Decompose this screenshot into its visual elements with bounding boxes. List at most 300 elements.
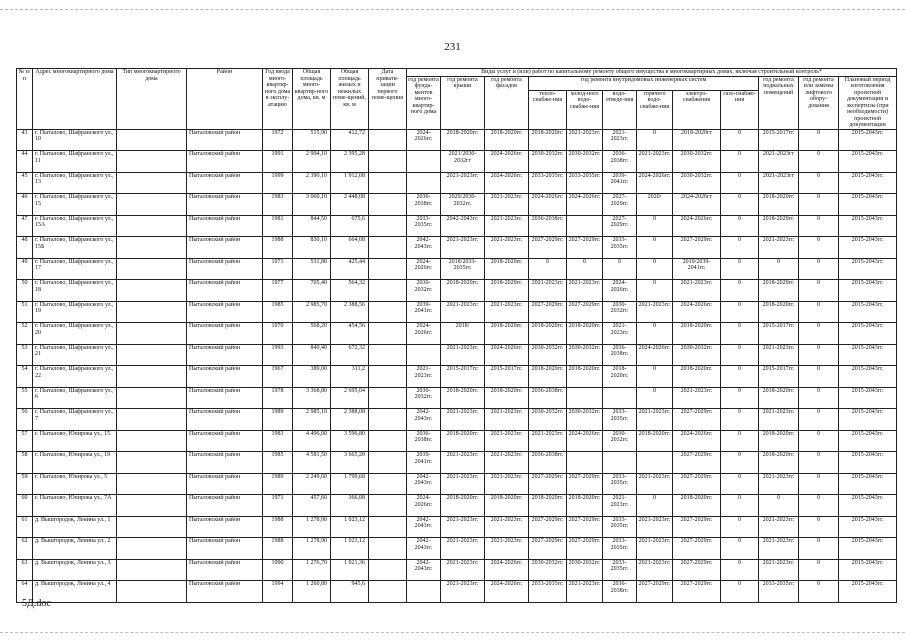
cell-elevator: 0 (799, 430, 839, 452)
col-roof: год ремонта крыши (441, 76, 485, 129)
cell-house-type (117, 473, 187, 495)
cell-foundation: 2024-2026гг. (407, 129, 441, 151)
cell-heat: 2036-2038гг. (529, 387, 567, 409)
table-row (17, 344, 897, 366)
cell-cold-water: 2030-2032гг. (567, 151, 603, 173)
cell-district: Пыталовский район (187, 559, 263, 581)
cell-planned-period: 2015-2043гг. (839, 172, 897, 194)
cell-address: г. Пыталово, Юнирова ул., 19 (33, 452, 117, 474)
cell-cold-water: 2018-2020гг. (567, 366, 603, 388)
table-row (17, 151, 897, 173)
cell-year: 1971 (263, 495, 293, 517)
cell-living-area: 3 665,20 (331, 452, 369, 474)
cell-address: г. Пыталово, Юнирова ул., 15 (33, 430, 117, 452)
cell-district: Пыталовский район (187, 129, 263, 151)
cell-elevator: 0 (799, 516, 839, 538)
cell-elevator: 0 (799, 366, 839, 388)
cell-sewer: 2027-2029гг. (603, 215, 637, 237)
cell-electric: 2024-2026гг. (673, 215, 721, 237)
cell-living-area: 412,72 (331, 129, 369, 151)
cell-roof: 2015-2017гг. (441, 366, 485, 388)
table-row (17, 495, 897, 517)
cell-roof: 2020/2030-2032гг. (441, 194, 485, 216)
cell-no: 43 (17, 129, 33, 151)
col-address: Адрес многоквартирного дома (33, 69, 117, 130)
cell-hot-water: 2027-2029гг. (637, 581, 673, 603)
table-row (17, 323, 897, 345)
cell-house-type (117, 430, 187, 452)
cell-roof: 2018/ (441, 323, 485, 345)
cell-heat: 2027-2029гг. (529, 516, 567, 538)
cell-elevator: 0 (799, 387, 839, 409)
cell-living-area: 564,32 (331, 280, 369, 302)
cell-total-area: 2 390,10 (293, 172, 331, 194)
cell-facade: 2024-2026гг. (485, 151, 529, 173)
cell-roof: 2021-2023гг. (441, 409, 485, 431)
cell-heat: 2027-2029гг. (529, 538, 567, 560)
cell-year: 1985 (263, 452, 293, 474)
cell-district: Пыталовский район (187, 344, 263, 366)
cell-gas: 0 (721, 452, 759, 474)
cell-district: Пыталовский район (187, 172, 263, 194)
cell-address: г. Пыталово, Шафранского ул., 15 (33, 194, 117, 216)
cell-heat: 2018-2020гг. (529, 323, 567, 345)
col-engineering-group: год ремонта внутридомовых инженерных систем (529, 76, 759, 90)
cell-house-type (117, 366, 187, 388)
cell-cold-water: 2027-2029гг. (567, 473, 603, 495)
cell-no: 48 (17, 237, 33, 259)
cell-facade: 2024-2026гг. (485, 344, 529, 366)
cell-sewer: 2039-2041гг. (603, 172, 637, 194)
cell-district: Пыталовский район (187, 581, 263, 603)
cell-cold-water: 2021-2023гг. (567, 280, 603, 302)
cell-electric: 2027-2029гг. (673, 559, 721, 581)
cell-cold-water: 2027-2029гг. (567, 538, 603, 560)
cell-elevator: 0 (799, 301, 839, 323)
cell-sewer: 0 (603, 258, 637, 280)
cell-heat: 2027-2029гг. (529, 473, 567, 495)
cell-heat: 2030-2032гг. (529, 559, 567, 581)
cell-basement: 0 (759, 495, 799, 517)
cell-facade: 2024-2026гг. (485, 172, 529, 194)
cell-year: 1988 (263, 516, 293, 538)
cell-sewer: 2030-2032гг. (603, 301, 637, 323)
cell-foundation: 2030-2032гг. (407, 387, 441, 409)
cell-foundation: 2042-2043гг. (407, 473, 441, 495)
cell-basement: 2015-2017гг. (759, 323, 799, 345)
cell-heat: 2036-2038гг. (529, 452, 567, 474)
cell-heat: 2033-2035гг. (529, 581, 567, 603)
cell-hot-water: 2021-2023гг. (637, 301, 673, 323)
cell-district: Пыталовский район (187, 280, 263, 302)
cell-foundation (407, 344, 441, 366)
scan-edge-bottom (0, 632, 905, 633)
cell-year: 1989 (263, 409, 293, 431)
cell-gas: 0 (721, 538, 759, 560)
page-number: 231 (444, 41, 461, 53)
cell-planned-period: 2015-2043гг. (839, 473, 897, 495)
cell-house-type (117, 258, 187, 280)
cell-elevator: 0 (799, 323, 839, 345)
cell-heat: 2021-2023гг. (529, 430, 567, 452)
cell-year: 1985 (263, 301, 293, 323)
cell-basement: 2021-2023гг. (759, 559, 799, 581)
cell-district: Пыталовский район (187, 215, 263, 237)
cell-hot-water: 0 (637, 215, 673, 237)
cell-living-area: 1 023,12 (331, 516, 369, 538)
cell-district: Пыталовский район (187, 151, 263, 173)
cell-house-type (117, 495, 187, 517)
cell-district: Пыталовский район (187, 387, 263, 409)
cell-facade: 2021-2023гг. (485, 409, 529, 431)
cell-house-type (117, 452, 187, 474)
cell-heat: 2027-2029гг. (529, 237, 567, 259)
cell-planned-period: 2015-2043гг. (839, 237, 897, 259)
cell-year: 1972 (263, 129, 293, 151)
cell-facade: 2021-2023гг. (485, 215, 529, 237)
cell-privatization (369, 301, 407, 323)
cell-electric: 2021-2023гг. (673, 387, 721, 409)
cell-facade: 2021-2023гг. (485, 516, 529, 538)
cell-electric: 2030-2032гг. (673, 151, 721, 173)
cell-planned-period: 2015-2043гг. (839, 366, 897, 388)
cell-total-area: 3 060,10 (293, 194, 331, 216)
cell-hot-water: 2020/ (637, 194, 673, 216)
capital-repair-table (16, 68, 897, 603)
cell-foundation: 2042-2043гг. (407, 516, 441, 538)
cell-roof: 2021-2023гг. (441, 559, 485, 581)
col-cold-water: холод-ного водо-снабже-ния (567, 90, 603, 129)
cell-total-area: 531,80 (293, 258, 331, 280)
cell-elevator: 0 (799, 129, 839, 151)
cell-no: 61 (17, 516, 33, 538)
cell-district: Пыталовский район (187, 194, 263, 216)
cell-foundation: 2036-2038гг. (407, 194, 441, 216)
cell-sewer: 2036-2038гг. (603, 581, 637, 603)
cell-roof: 2021-2023гг. (441, 581, 485, 603)
cell-foundation: 2042-2043гг. (407, 559, 441, 581)
cell-elevator: 0 (799, 538, 839, 560)
cell-gas: 0 (721, 301, 759, 323)
cell-privatization (369, 151, 407, 173)
cell-year: 1990 (263, 559, 293, 581)
cell-address: г. Пыталово, Юнирова ул., 7А (33, 495, 117, 517)
cell-basement: 2018-2020гг. (759, 280, 799, 302)
cell-year: 1993 (263, 344, 293, 366)
cell-gas: 0 (721, 559, 759, 581)
col-house-type: Тип многоквартирного дома (117, 69, 187, 130)
cell-no: 53 (17, 344, 33, 366)
cell-house-type (117, 559, 187, 581)
cell-total-area: 457,60 (293, 495, 331, 517)
cell-total-area: 840,40 (293, 344, 331, 366)
cell-cold-water: 2030-2032гг. (567, 344, 603, 366)
cell-living-area: 311,2 (331, 366, 369, 388)
cell-privatization (369, 538, 407, 560)
cell-elevator: 0 (799, 409, 839, 431)
col-planned-period: Плановый период изготовления проектной документации и экспертизы (при необходимости) проектной документации (839, 76, 897, 129)
cell-living-area: 366,08 (331, 495, 369, 517)
cell-foundation: 2042-2043гг. (407, 538, 441, 560)
cell-elevator: 0 (799, 473, 839, 495)
cell-facade: 2024-2026гг. (485, 581, 529, 603)
cell-facade: 2021-2023гг. (485, 301, 529, 323)
cell-planned-period: 2015-2043гг. (839, 516, 897, 538)
cell-gas: 0 (721, 473, 759, 495)
cell-gas: 0 (721, 151, 759, 173)
cell-planned-period: 2015-2043гг. (839, 559, 897, 581)
col-no: № п/п (17, 69, 33, 130)
cell-foundation: 2039-2041гг. (407, 301, 441, 323)
cell-cold-water: 2018-2020гг. (567, 495, 603, 517)
cell-roof: 2021-2023гг. (441, 452, 485, 474)
cell-house-type (117, 581, 187, 603)
cell-address: г. Пыталово, Шафранского ул., 13 (33, 172, 117, 194)
cell-living-area: 2 395,28 (331, 151, 369, 173)
cell-basement: 2018-2020гг. (759, 430, 799, 452)
cell-district: Пыталовский район (187, 538, 263, 560)
cell-basement: 2021-2023гг. (759, 538, 799, 560)
cell-heat: 2027-2029гг. (529, 301, 567, 323)
cell-privatization (369, 258, 407, 280)
cell-heat: 2024-2026гг. (529, 194, 567, 216)
cell-year: 1970 (263, 323, 293, 345)
cell-no: 58 (17, 452, 33, 474)
cell-privatization (369, 559, 407, 581)
cell-facade: 2024-2026гг. (485, 559, 529, 581)
cell-elevator: 0 (799, 344, 839, 366)
cell-foundation: 2033-2035гг. (407, 215, 441, 237)
cell-no: 47 (17, 215, 33, 237)
cell-roof: 2021-2023гг. (441, 538, 485, 560)
col-privatization: Дата привати-зации первого поме-щения (369, 69, 407, 130)
cell-hot-water: 2021-2023гг. (637, 409, 673, 431)
cell-electric: 2027-2029гг. (673, 237, 721, 259)
cell-sewer: 2033-2035гг. (603, 538, 637, 560)
cell-house-type (117, 194, 187, 216)
cell-total-area: 4 496,00 (293, 430, 331, 452)
cell-address: г. Пыталово, Шафранского ул., 22 (33, 366, 117, 388)
cell-no: 52 (17, 323, 33, 345)
cell-house-type (117, 344, 187, 366)
cell-sewer: 2033-2035гг. (603, 409, 637, 431)
cell-roof: 2021-2023гг. (441, 172, 485, 194)
cell-sewer: 2036-2038гг. (603, 151, 637, 173)
col-hot-water: горячего водо-снабже-ния (637, 90, 673, 129)
col-basement: год ремонта подвальных помещений (759, 76, 799, 129)
cell-gas: 0 (721, 258, 759, 280)
cell-facade: 2018-2020гг. (485, 258, 529, 280)
cell-gas: 0 (721, 237, 759, 259)
cell-privatization (369, 452, 407, 474)
cell-foundation: 2036-2038гг. (407, 430, 441, 452)
cell-planned-period: 2015-2043гг. (839, 538, 897, 560)
cell-planned-period: 2015-2043гг. (839, 215, 897, 237)
table-row (17, 129, 897, 151)
cell-privatization (369, 495, 407, 517)
cell-total-area: 2 985,70 (293, 301, 331, 323)
cell-cold-water: 0 (567, 258, 603, 280)
cell-no: 64 (17, 581, 33, 603)
cell-electric: 2024-2026гг. (673, 301, 721, 323)
table-row (17, 366, 897, 388)
cell-planned-period: 2015-2043гг. (839, 323, 897, 345)
col-facade: год ремонта фасадов (485, 76, 529, 129)
col-living-area: Общая площадь жилых и нежилых поме-щений, кв. м (331, 69, 369, 130)
cell-hot-water (637, 452, 673, 474)
cell-sewer: 2018-2020гг. (603, 366, 637, 388)
cell-basement: 2015-2017гг. (759, 129, 799, 151)
cell-gas: 0 (721, 516, 759, 538)
cell-gas: 0 (721, 581, 759, 603)
cell-facade: 2021-2023гг. (485, 430, 529, 452)
cell-hot-water: 2024-2026гг. (637, 344, 673, 366)
cell-no: 49 (17, 258, 33, 280)
cell-hot-water: 0 (637, 237, 673, 259)
cell-hot-water: 0 (637, 129, 673, 151)
cell-privatization (369, 194, 407, 216)
cell-electric: 2027-2029гг. (673, 581, 721, 603)
cell-address: г. Пыталово, Шафранского ул., 7 (33, 409, 117, 431)
cell-planned-period: 2015-2043гг. (839, 129, 897, 151)
cell-gas: 0 (721, 409, 759, 431)
col-electric: электро-снабжения (673, 90, 721, 129)
cell-roof: 2021-2023гг. (441, 301, 485, 323)
cell-address: г. Пыталово, Шафранского ул., 19 (33, 301, 117, 323)
cell-gas: 0 (721, 172, 759, 194)
cell-total-area: 2 994,10 (293, 151, 331, 173)
table-row (17, 473, 897, 495)
cell-no: 51 (17, 301, 33, 323)
cell-no: 50 (17, 280, 33, 302)
cell-sewer: 2024-2026гг. (603, 280, 637, 302)
cell-living-area: 945,6 (331, 581, 369, 603)
cell-district: Пыталовский район (187, 452, 263, 474)
cell-address: г. Пыталово, Юнирова ул., 5 (33, 473, 117, 495)
cell-address: г. Пыталово, Шафранского ул., 20 (33, 323, 117, 345)
cell-planned-period: 2015-2043гг. (839, 258, 897, 280)
cell-address: г. Пыталово, Шафранского ул., 11 (33, 151, 117, 173)
cell-no: 62 (17, 538, 33, 560)
cell-living-area: 454,56 (331, 323, 369, 345)
cell-basement: 2015-2017гг. (759, 366, 799, 388)
cell-no: 54 (17, 366, 33, 388)
cell-sewer (603, 452, 637, 474)
cell-address: д. Вышгородок, Ленина ул., 1 (33, 516, 117, 538)
cell-house-type (117, 323, 187, 345)
cell-sewer: 2021-2023гг. (603, 129, 637, 151)
col-year-built: Год ввода много-квартир-ного дома в эксплу-атацию (263, 69, 293, 130)
cell-sewer (603, 387, 637, 409)
cell-electric: 2027-2029гг. (673, 538, 721, 560)
cell-living-area: 2 695,04 (331, 387, 369, 409)
cell-address: г. Пыталово, Шафранского ул., 10 (33, 129, 117, 151)
cell-electric: 2018-2020гг. (673, 495, 721, 517)
cell-hot-water: 2021-2023гг. (637, 151, 673, 173)
cell-total-area: 2 985,10 (293, 409, 331, 431)
cell-planned-period: 2015-2043гг. (839, 280, 897, 302)
cell-total-area: 705,40 (293, 280, 331, 302)
cell-basement: 2021-2023гг. (759, 344, 799, 366)
cell-facade: 2018-2020гг. (485, 129, 529, 151)
cell-hot-water: 2021-2023гг. (637, 516, 673, 538)
col-sewer: водо-отведе-ния (603, 90, 637, 129)
cell-address: г. Пыталово, Шафранского ул., 17 (33, 258, 117, 280)
cell-privatization (369, 237, 407, 259)
cell-roof: 2018-2020гг. (441, 280, 485, 302)
cell-elevator: 0 (799, 581, 839, 603)
cell-electric: 2027-2029гг. (673, 516, 721, 538)
cell-sewer: 2036-2038гг. (603, 344, 637, 366)
cell-year: 1971 (263, 258, 293, 280)
table-row (17, 581, 897, 603)
cell-basement: 2021-2023гг. (759, 237, 799, 259)
table-row (17, 280, 897, 302)
cell-gas: 0 (721, 194, 759, 216)
cell-facade: 2021-2023гг. (485, 452, 529, 474)
cell-facade: 2021-2023гг. (485, 473, 529, 495)
cell-hot-water: 0 (637, 495, 673, 517)
cell-cold-water: 2024-2026гг. (567, 430, 603, 452)
cell-basement: 2021-2023гг. (759, 516, 799, 538)
cell-basement: 2021-2023гг (759, 151, 799, 173)
cell-heat: 2030-2032гг. (529, 409, 567, 431)
cell-living-area: 1 021,36 (331, 559, 369, 581)
table-row (17, 430, 897, 452)
cell-house-type (117, 129, 187, 151)
cell-electric: 2030-2032гг. (673, 344, 721, 366)
cell-address: д. Вышгородок, Ленина ул., 3 (33, 559, 117, 581)
cell-total-area: 830,10 (293, 237, 331, 259)
cell-elevator: 0 (799, 151, 839, 173)
cell-heat: 2033-2035гг. (529, 172, 567, 194)
table-row (17, 516, 897, 538)
cell-total-area: 389,00 (293, 366, 331, 388)
col-heat: тепло-снабже-ния (529, 90, 567, 129)
cell-facade: 2018-2020гг. (485, 323, 529, 345)
cell-district: Пыталовский район (187, 301, 263, 323)
cell-house-type (117, 215, 187, 237)
cell-living-area: 675,6 (331, 215, 369, 237)
cell-cold-water (567, 452, 603, 474)
cell-sewer: 2033-2035гг. (603, 559, 637, 581)
cell-planned-period: 2015-2043гг. (839, 387, 897, 409)
cell-hot-water: 2021-2023гг. (637, 538, 673, 560)
cell-heat: 2018-2020гг. (529, 495, 567, 517)
table-row (17, 409, 897, 431)
cell-total-area: 515,90 (293, 129, 331, 151)
cell-electric: 2027-2029гг. (673, 452, 721, 474)
cell-year: 1978 (263, 387, 293, 409)
cell-year: 1983 (263, 430, 293, 452)
cell-basement: 2021-2023гг (759, 172, 799, 194)
cell-privatization (369, 409, 407, 431)
cell-basement: 0 (759, 258, 799, 280)
cell-roof: 2018/2033-2035гг. (441, 258, 485, 280)
cell-privatization (369, 581, 407, 603)
cell-district: Пыталовский район (187, 430, 263, 452)
col-foundation: год ремонта фунда-ментов много-квартир-ного дома (407, 76, 441, 129)
cell-year: 1983 (263, 194, 293, 216)
cell-privatization (369, 366, 407, 388)
cell-living-area: 425,44 (331, 258, 369, 280)
cell-planned-period: 2015-2043гг. (839, 344, 897, 366)
cell-cold-water: 2030-2032гг. (567, 409, 603, 431)
cell-sewer: 2021-2023гг. (603, 495, 637, 517)
cell-basement: 2033-2035гг. (759, 581, 799, 603)
cell-no: 57 (17, 430, 33, 452)
cell-gas: 0 (721, 430, 759, 452)
